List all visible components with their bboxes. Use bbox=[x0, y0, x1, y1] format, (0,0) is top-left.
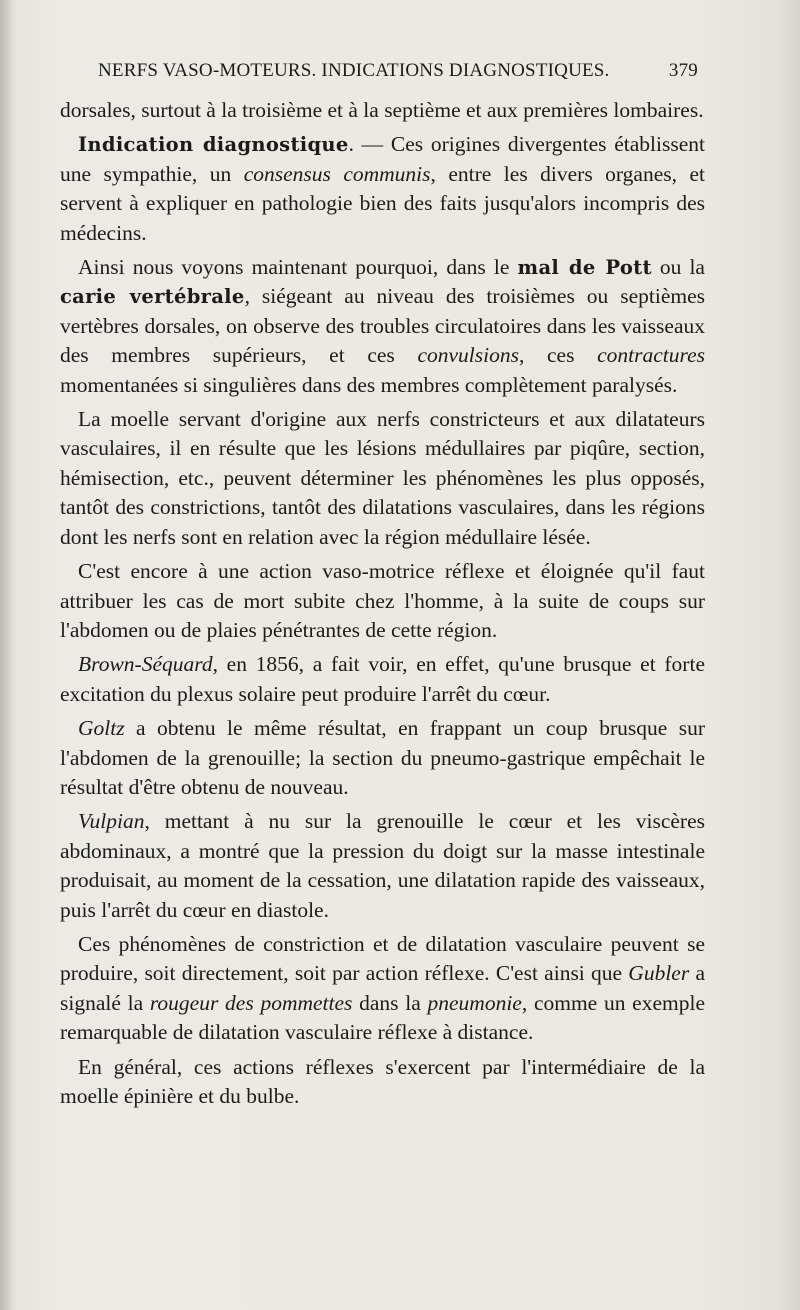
paragraph-mal-de-pott bbox=[60, 253, 705, 400]
paragraph-text: momentanées si singulières dans des membres complètement paralysés. bbox=[60, 372, 678, 397]
paragraph-gubler bbox=[60, 930, 705, 1048]
paragraph-goltz bbox=[60, 714, 705, 802]
paragraph-en-general bbox=[60, 1053, 705, 1112]
italic-term: pneumonie bbox=[427, 990, 522, 1015]
paragraph-indication-diagnostique bbox=[60, 130, 705, 248]
paragraph-brown-sequard bbox=[60, 650, 705, 709]
paragraph-vulpian bbox=[60, 807, 705, 925]
italic-term: consensus communis bbox=[243, 161, 431, 186]
bold-term: carie vertébrale bbox=[60, 285, 245, 309]
paragraph-text: a obtenu le même résultat, en frappant un coup brusque sur l'abdomen de la grenouille; la section du pneumo-gastrique empêchait le résultat d'être obtenu de nouveau. bbox=[60, 716, 705, 799]
running-title: NERFS VASO-MOTEURS. INDICATIONS DIAGNOSTIQUES. bbox=[98, 60, 610, 81]
bold-term: mal de Pott bbox=[517, 256, 652, 280]
author-name: Gubler bbox=[628, 961, 690, 986]
paragraph-text: C'est encore à une action vaso-motrice réflexe et éloignée qu'il faut attribuer les cas de mort subite chez l'homme, à la suite de coups sur l'abdomen ou de plaies pénétrantes de cette région. bbox=[60, 559, 705, 642]
paragraph-text: La moelle servant d'origine aux nerfs constricteurs et aux dilatateurs vasculaires, il en résulte que les lésions médullaires par piqûre, section, hémisection, etc., peuvent déterminer les phénomènes les plus opposés, tantôt des constrictions, tantôt des dilatations vasculaires, dans les régions dont les nerfs sont en relation avec la région médullaire lésée. bbox=[60, 407, 705, 549]
paragraph-text: a signalé la bbox=[60, 961, 705, 1015]
paragraph-text: , mettant à nu sur la grenouille le cœur et les viscères abdominaux, a montré que la pression du doigt sur la masse intestinale produisait, au moment de la cessation, une dilatation rapide des vaisseaux, puis l'arrêt du cœur en diastole. bbox=[60, 809, 705, 922]
paragraph-moelle bbox=[60, 405, 705, 552]
paragraph-text: dorsales, surtout à la troisième et à la septième et aux premières lombaires. bbox=[60, 98, 704, 122]
italic-term: convulsions bbox=[417, 343, 519, 368]
body-text bbox=[60, 96, 705, 1116]
paragraph-text: . — Ces origines divergentes établissent une sympathie, un bbox=[60, 132, 705, 186]
paragraph-text: , siégeant au niveau des troisièmes ou septièmes vertèbres dorsales, on observe des troubles circulatoires dans les vaisseaux des membres supérieurs, et ces bbox=[60, 284, 706, 368]
paragraph-text: dans la bbox=[352, 990, 428, 1015]
author-name: Brown-Séquard bbox=[78, 652, 213, 677]
page-gutter-edge bbox=[0, 0, 12, 1310]
paragraph-continuation bbox=[60, 96, 705, 125]
paragraph-text: ou la bbox=[651, 255, 705, 280]
page-number: 379 bbox=[668, 60, 698, 81]
section-heading: Indication diagnostique bbox=[78, 133, 349, 157]
paragraph-text: , entre les divers organes, et servent à expliquer en pathologie bien des faits jusqu'alors incompris des médecins. bbox=[60, 161, 705, 245]
italic-term: contractures bbox=[597, 343, 705, 368]
page-header bbox=[98, 60, 698, 88]
paragraph-mort-subite bbox=[60, 557, 705, 645]
paragraph-text: , en 1856, a fait voir, en effet, qu'une brusque et forte excitation du plexus solaire peut produire l'arrêt du cœur. bbox=[60, 652, 705, 706]
author-name: Goltz bbox=[78, 716, 125, 741]
italic-term: rougeur des pommettes bbox=[149, 990, 353, 1015]
paragraph-text: En général, ces actions réflexes s'exercent par l'intermédiaire de la moelle épinière et du bulbe. bbox=[60, 1054, 705, 1108]
author-name: Vulpian bbox=[78, 809, 145, 834]
paragraph-text: , comme un exemple remarquable de dilatation vasculaire réflexe à distance. bbox=[60, 990, 705, 1045]
paragraph-text: , ces bbox=[518, 343, 598, 368]
paragraph-text: Ces phénomènes de constriction et de dilatation vasculaire peuvent se produire, soit directement, soit par action réflexe. C'est ainsi que bbox=[60, 931, 705, 986]
paragraph-text: Ainsi nous voyons maintenant pourquoi, dans le bbox=[78, 255, 518, 280]
